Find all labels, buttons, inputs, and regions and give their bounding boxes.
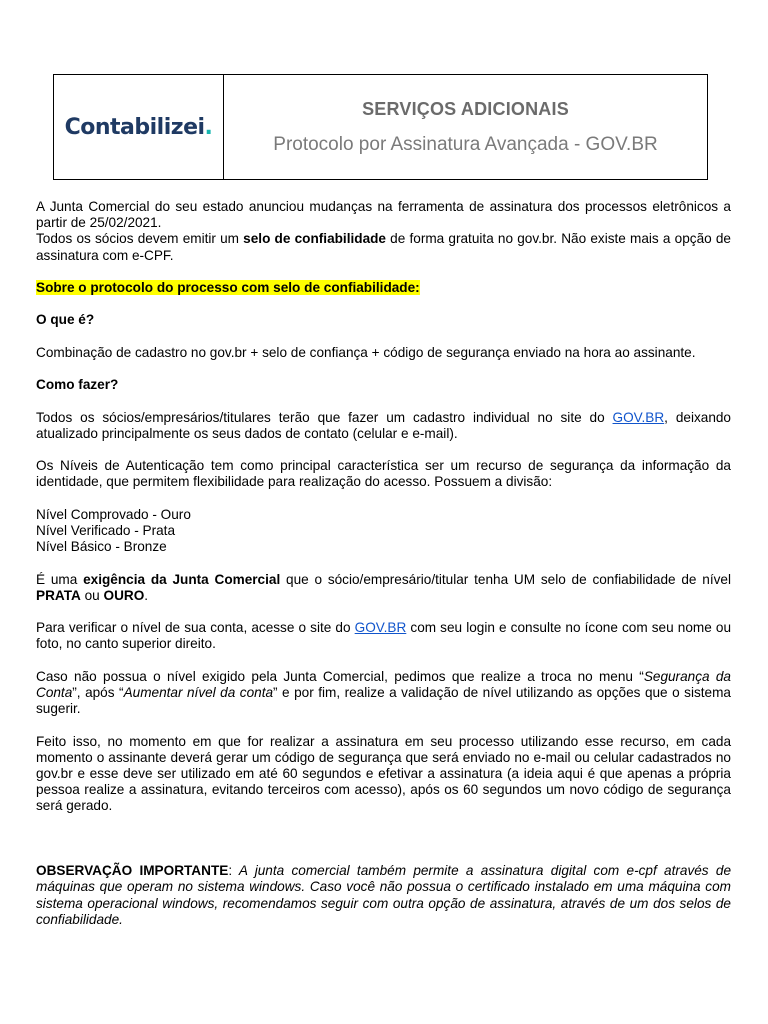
p5-e: ” e por fim, realize a validação de nível utilizando as opções que o sistema sugerir.	[36, 684, 731, 717]
title-cell	[224, 75, 707, 179]
p3-bold-ouro: OURO	[103, 587, 145, 603]
how-to-heading-text: Como fazer?	[36, 377, 119, 393]
p1-start: Todos os sócios/empresários/titulares terão que fazer um cadastro individual no site do	[36, 409, 613, 425]
p1-end: , deixando atualizado principalmente os seus dados de contato (celular e e-mail).	[36, 409, 731, 441]
p5-c: ”, após “	[72, 684, 124, 700]
levels-list	[36, 507, 731, 556]
selo-confiabilidade-bold: selo de confiabilidade	[243, 231, 386, 247]
p3-g: .	[144, 587, 149, 603]
document-title: SERVIÇOS ADICIONAIS	[362, 98, 569, 119]
highlighted-heading: Sobre o protocolo do processo com selo de confiabilidade:	[36, 280, 420, 295]
note-text: A junta comercial também permite a assinatura digital com e-cpf através de máquinas que operam no sistema windows. Caso você não possua o certificado instalado em uma máquina com sistema operacional windows, recomendamos seguir com outra opção de assinatura, através de um dos selos de confiabilidade.	[36, 863, 732, 927]
govbr-link-1[interactable]: GOV.BR	[612, 409, 665, 425]
what-is-text: Combinação de cadastro no gov.br + selo de confiança + código de segurança enviado na hora ao assinante.	[36, 344, 696, 360]
important-note	[36, 863, 731, 928]
p4-end: com seu login e consulte no ícone com seu nome ou foto, no canto superior direito.	[36, 620, 732, 652]
p3-a: É uma	[36, 571, 84, 587]
level-item-silver: Nível Verificado - Prata	[36, 522, 176, 538]
how-to-paragraph-2: Os Níveis de Autenticação tem como principal característica ser um recurso de segurança da informação da identidade, que permitem flexibilidade para realização do acesso. Possuem a divisão:	[36, 458, 731, 490]
what-is-heading-text: O que é?	[36, 312, 95, 328]
p5-a: Caso não possua o nível exigido pela Junta Comercial, pedimos que realize a troca no menu “	[36, 668, 644, 684]
p5-italic-seguranca: Segurança da Conta	[36, 668, 731, 700]
logo-dot: .	[204, 114, 213, 140]
intro-line-2-end: de forma gratuita no gov.br. Não existe mais a opção de assinatura com e-CPF.	[36, 231, 731, 263]
note-colon: :	[228, 863, 233, 879]
document-header	[53, 74, 708, 180]
p3-e: ou	[80, 587, 104, 603]
logo-cell	[54, 75, 224, 179]
how-to-heading	[36, 377, 731, 393]
govbr-link-2[interactable]: GOV.BR	[354, 620, 407, 636]
what-is-heading	[36, 312, 731, 328]
section-highlight-paragraph	[36, 280, 731, 296]
document-body	[36, 199, 731, 928]
intro-line-1: A Junta Comercial do seu estado anunciou mudanças na ferramenta de assinatura dos processos eletrônicos a partir de 25/02/2021.	[36, 199, 731, 231]
how-to-paragraph-3	[36, 572, 731, 604]
level-item-bronze: Nível Básico - Bronze	[36, 539, 167, 555]
p3-c: que o sócio/empresário/titular tenha UM selo de confiabilidade de nível	[280, 571, 731, 587]
logo-text: Contabilizei	[64, 114, 205, 140]
document-subtitle: Protocolo por Assinatura Avançada - GOV.BR	[273, 133, 658, 155]
how-to-paragraph-5	[36, 669, 731, 718]
p5-italic-aumentar: Aumentar nível da conta	[123, 684, 274, 700]
p3-bold-requirement: exigência da Junta Comercial	[83, 571, 281, 587]
level-item-gold: Nível Comprovado - Ouro	[36, 506, 191, 522]
intro-line-2-start: Todos os sócios devem emitir um	[36, 231, 244, 247]
how-to-paragraph-6: Feito isso, no momento em que for realizar a assinatura em seu processo utilizando esse recurso, em cada momento o assinante deverá gerar um código de segurança que será enviado no e-mail ou celular cadastrados no gov.br e esse deve ser utilizado em até 60 segundos e efetivar a assinatura (a ideia aqui é que apenas a própria pessoa realize a assinatura, evitando terceiros com acesso), após os 60 segundos um novo código de segurança será gerado.	[36, 733, 731, 814]
intro-paragraph	[36, 199, 731, 264]
how-to-paragraph-4	[36, 620, 731, 652]
how-to-paragraph-1	[36, 410, 731, 442]
p4-start: Para verificar o nível de sua conta, acesse o site do	[36, 620, 355, 636]
note-label: OBSERVAÇÃO IMPORTANTE	[36, 863, 229, 879]
p3-bold-prata: PRATA	[36, 587, 81, 603]
contabilizei-logo	[65, 115, 213, 140]
